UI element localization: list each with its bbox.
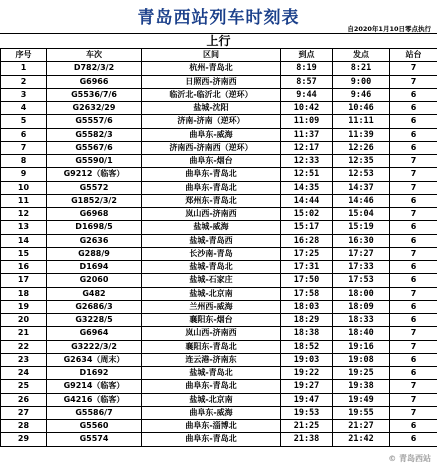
cell-train: D1698/5: [47, 221, 142, 234]
cell-arrival: 16:28: [281, 234, 333, 247]
cell-arrival: 19:22: [281, 367, 333, 380]
table-row: [1, 88, 437, 101]
table-header-row: [1, 49, 437, 62]
table-row: [1, 261, 437, 274]
cell-platform: 7: [390, 168, 437, 181]
table-row: [1, 420, 437, 433]
cell-index: 26: [1, 393, 47, 406]
cell-arrival: 14:44: [281, 194, 333, 207]
table-row: [1, 393, 437, 406]
cell-train: G5590/1: [47, 155, 142, 168]
cell-platform: 6: [390, 353, 437, 366]
watermark: © 青岛西站: [388, 454, 431, 463]
cell-index: 29: [1, 433, 47, 446]
cell-train: G6968: [47, 208, 142, 221]
cell-departure: 19:38: [333, 380, 390, 393]
cell-index: 20: [1, 314, 47, 327]
cell-train: D782/3/2: [47, 62, 142, 75]
cell-departure: 12:35: [333, 155, 390, 168]
cell-train: G3222/3/2: [47, 340, 142, 353]
cell-arrival: 19:03: [281, 353, 333, 366]
cell-platform: 6: [390, 128, 437, 141]
cell-index: 17: [1, 274, 47, 287]
page-title: 青岛西站列车时刻表: [137, 8, 300, 28]
cell-index: 9: [1, 168, 47, 181]
cell-train: G9212（临客）: [47, 168, 142, 181]
header-platform: 站台: [390, 49, 437, 62]
cell-arrival: 9:44: [281, 88, 333, 101]
table-row: [1, 380, 437, 393]
cell-platform: 6: [390, 115, 437, 128]
cell-index: 11: [1, 194, 47, 207]
cell-platform: 7: [390, 340, 437, 353]
header-departure: 发点: [333, 49, 390, 62]
cell-index: 27: [1, 406, 47, 419]
cell-departure: 9:46: [333, 88, 390, 101]
cell-platform: 7: [390, 247, 437, 260]
cell-platform: 7: [390, 406, 437, 419]
cell-train: G5586/7: [47, 406, 142, 419]
table-row: [1, 115, 437, 128]
cell-route: 盐城-青岛西: [142, 234, 281, 247]
table-row: [1, 168, 437, 181]
cell-departure: 15:04: [333, 208, 390, 221]
cell-route: 盐城-北京南: [142, 287, 281, 300]
cell-arrival: 8:57: [281, 75, 333, 88]
cell-platform: 6: [390, 102, 437, 115]
cell-route: 盐城-沈阳: [142, 102, 281, 115]
table-row: [1, 367, 437, 380]
cell-route: 盐城-威海: [142, 221, 281, 234]
cell-departure: 17:27: [333, 247, 390, 260]
cell-platform: 6: [390, 261, 437, 274]
cell-index: 25: [1, 380, 47, 393]
cell-train: D1692: [47, 367, 142, 380]
table-row: [1, 181, 437, 194]
cell-index: 22: [1, 340, 47, 353]
cell-departure: 11:11: [333, 115, 390, 128]
cell-platform: 6: [390, 194, 437, 207]
cell-platform: 6: [390, 314, 437, 327]
cell-departure: 21:27: [333, 420, 390, 433]
cell-arrival: 17:25: [281, 247, 333, 260]
cell-train: G5572: [47, 181, 142, 194]
cell-train: G6964: [47, 327, 142, 340]
cell-route: 曲阜东-威海: [142, 406, 281, 419]
table-row: [1, 327, 437, 340]
cell-arrival: 14:35: [281, 181, 333, 194]
cell-platform: 7: [390, 62, 437, 75]
cell-arrival: 11:37: [281, 128, 333, 141]
cell-departure: 14:46: [333, 194, 390, 207]
table-row: [1, 128, 437, 141]
cell-departure: 10:46: [333, 102, 390, 115]
table-row: [1, 433, 437, 446]
cell-train: G5567/6: [47, 141, 142, 154]
cell-index: 13: [1, 221, 47, 234]
table-row: [1, 247, 437, 260]
section-heading: 上行: [0, 33, 437, 49]
cell-train: G1852/3/2: [47, 194, 142, 207]
cell-departure: 14:37: [333, 181, 390, 194]
cell-arrival: 18:03: [281, 300, 333, 313]
cell-train: G2636: [47, 234, 142, 247]
cell-index: 21: [1, 327, 47, 340]
cell-platform: 7: [390, 287, 437, 300]
cell-index: 28: [1, 420, 47, 433]
cell-platform: 7: [390, 75, 437, 88]
cell-train: G5560: [47, 420, 142, 433]
cell-index: 18: [1, 287, 47, 300]
cell-arrival: 18:38: [281, 327, 333, 340]
cell-arrival: 8:19: [281, 62, 333, 75]
timetable: [0, 48, 437, 447]
cell-platform: 6: [390, 367, 437, 380]
cell-arrival: 18:29: [281, 314, 333, 327]
cell-index: 16: [1, 261, 47, 274]
cell-arrival: 15:17: [281, 221, 333, 234]
cell-arrival: 12:33: [281, 155, 333, 168]
cell-arrival: 17:50: [281, 274, 333, 287]
cell-arrival: 21:25: [281, 420, 333, 433]
cell-platform: 6: [390, 221, 437, 234]
cell-train: G5582/3: [47, 128, 142, 141]
table-row: [1, 353, 437, 366]
cell-route: 连云港-济南东: [142, 353, 281, 366]
table-row: [1, 234, 437, 247]
cell-index: 2: [1, 75, 47, 88]
table-row: [1, 62, 437, 75]
cell-departure: 19:49: [333, 393, 390, 406]
header-route: 区间: [142, 49, 281, 62]
cell-departure: 19:08: [333, 353, 390, 366]
cell-index: 6: [1, 128, 47, 141]
cell-platform: 7: [390, 393, 437, 406]
cell-index: 4: [1, 102, 47, 115]
cell-platform: 6: [390, 300, 437, 313]
cell-train: G9214（临客）: [47, 380, 142, 393]
cell-arrival: 19:47: [281, 393, 333, 406]
cell-arrival: 19:53: [281, 406, 333, 419]
table-row: [1, 274, 437, 287]
cell-arrival: 12:17: [281, 141, 333, 154]
cell-departure: 8:21: [333, 62, 390, 75]
cell-index: 3: [1, 88, 47, 101]
cell-index: 5: [1, 115, 47, 128]
cell-departure: 16:30: [333, 234, 390, 247]
cell-arrival: 11:09: [281, 115, 333, 128]
cell-departure: 18:09: [333, 300, 390, 313]
cell-index: 12: [1, 208, 47, 221]
cell-route: 临沂北-临沂北（逆环）: [142, 88, 281, 101]
header-train: 车次: [47, 49, 142, 62]
cell-train: G5557/6: [47, 115, 142, 128]
cell-route: 济南-济南（逆环）: [142, 115, 281, 128]
cell-arrival: 12:51: [281, 168, 333, 181]
cell-index: 1: [1, 62, 47, 75]
cell-platform: 6: [390, 88, 437, 101]
cell-arrival: 10:42: [281, 102, 333, 115]
cell-route: 岚山西-济南西: [142, 327, 281, 340]
cell-arrival: 18:52: [281, 340, 333, 353]
table-row: [1, 102, 437, 115]
cell-platform: 6: [390, 234, 437, 247]
table-row: [1, 300, 437, 313]
cell-route: 长沙南-青岛: [142, 247, 281, 260]
table-row: [1, 340, 437, 353]
cell-departure: 9:00: [333, 75, 390, 88]
table-row: [1, 287, 437, 300]
cell-route: 盐城-北京南: [142, 393, 281, 406]
cell-departure: 19:55: [333, 406, 390, 419]
cell-departure: 17:53: [333, 274, 390, 287]
cell-route: 兰州西-威海: [142, 300, 281, 313]
cell-departure: 18:40: [333, 327, 390, 340]
cell-train: G2686/3: [47, 300, 142, 313]
cell-index: 19: [1, 300, 47, 313]
cell-departure: 17:33: [333, 261, 390, 274]
cell-route: 日照西-济南西: [142, 75, 281, 88]
cell-train: G2060: [47, 274, 142, 287]
cell-route: 曲阜东-淄博北: [142, 420, 281, 433]
cell-route: 曲阜东-青岛北: [142, 380, 281, 393]
cell-platform: 6: [390, 420, 437, 433]
cell-arrival: 17:31: [281, 261, 333, 274]
table-row: [1, 155, 437, 168]
cell-train: G3228/5: [47, 314, 142, 327]
cell-departure: 21:42: [333, 433, 390, 446]
cell-platform: 6: [390, 141, 437, 154]
cell-platform: 7: [390, 327, 437, 340]
cell-route: 曲阜东-青岛北: [142, 168, 281, 181]
cell-train: G5536/7/6: [47, 88, 142, 101]
cell-train: G4216（临客）: [47, 393, 142, 406]
cell-train: D1694: [47, 261, 142, 274]
cell-index: 14: [1, 234, 47, 247]
table-row: [1, 75, 437, 88]
cell-arrival: 21:38: [281, 433, 333, 446]
cell-departure: 12:26: [333, 141, 390, 154]
cell-departure: 11:39: [333, 128, 390, 141]
cell-train: G482: [47, 287, 142, 300]
cell-train: G2632/29: [47, 102, 142, 115]
cell-train: G2634（周末）: [47, 353, 142, 366]
header-arrival: 到点: [281, 49, 333, 62]
cell-platform: 7: [390, 181, 437, 194]
cell-index: 24: [1, 367, 47, 380]
cell-platform: 7: [390, 155, 437, 168]
cell-train: G288/9: [47, 247, 142, 260]
cell-route: 曲阜东-威海: [142, 128, 281, 141]
cell-departure: 18:33: [333, 314, 390, 327]
cell-departure: 19:25: [333, 367, 390, 380]
table-row: [1, 406, 437, 419]
cell-route: 襄阳东-青岛北: [142, 340, 281, 353]
cell-platform: 6: [390, 433, 437, 446]
cell-train: G6966: [47, 75, 142, 88]
cell-route: 襄阳东-烟台: [142, 314, 281, 327]
cell-route: 盐城-石家庄: [142, 274, 281, 287]
header-index: 序号: [1, 49, 47, 62]
cell-arrival: 15:02: [281, 208, 333, 221]
table-row: [1, 141, 437, 154]
table-row: [1, 221, 437, 234]
table-row: [1, 314, 437, 327]
cell-index: 10: [1, 181, 47, 194]
cell-route: 曲阜东-青岛北: [142, 181, 281, 194]
cell-platform: 7: [390, 380, 437, 393]
cell-departure: 19:16: [333, 340, 390, 353]
cell-platform: 6: [390, 274, 437, 287]
table-row: [1, 208, 437, 221]
cell-route: 郑州东-青岛北: [142, 194, 281, 207]
cell-route: 岚山西-济南西: [142, 208, 281, 221]
cell-index: 23: [1, 353, 47, 366]
cell-departure: 12:53: [333, 168, 390, 181]
table-row: [1, 194, 437, 207]
cell-index: 7: [1, 141, 47, 154]
cell-index: 15: [1, 247, 47, 260]
cell-departure: 18:00: [333, 287, 390, 300]
cell-route: 济南西-济南西（逆环）: [142, 141, 281, 154]
cell-arrival: 19:27: [281, 380, 333, 393]
cell-route: 盐城-青岛北: [142, 261, 281, 274]
cell-arrival: 17:58: [281, 287, 333, 300]
effective-date-note: 自2020年1月10日零点执行: [347, 25, 431, 33]
cell-route: 杭州-青岛北: [142, 62, 281, 75]
cell-route: 曲阜东-烟台: [142, 155, 281, 168]
cell-train: G5574: [47, 433, 142, 446]
cell-index: 8: [1, 155, 47, 168]
cell-route: 盐城-青岛北: [142, 367, 281, 380]
cell-route: 曲阜东-青岛北: [142, 433, 281, 446]
cell-departure: 15:19: [333, 221, 390, 234]
cell-platform: 7: [390, 208, 437, 221]
